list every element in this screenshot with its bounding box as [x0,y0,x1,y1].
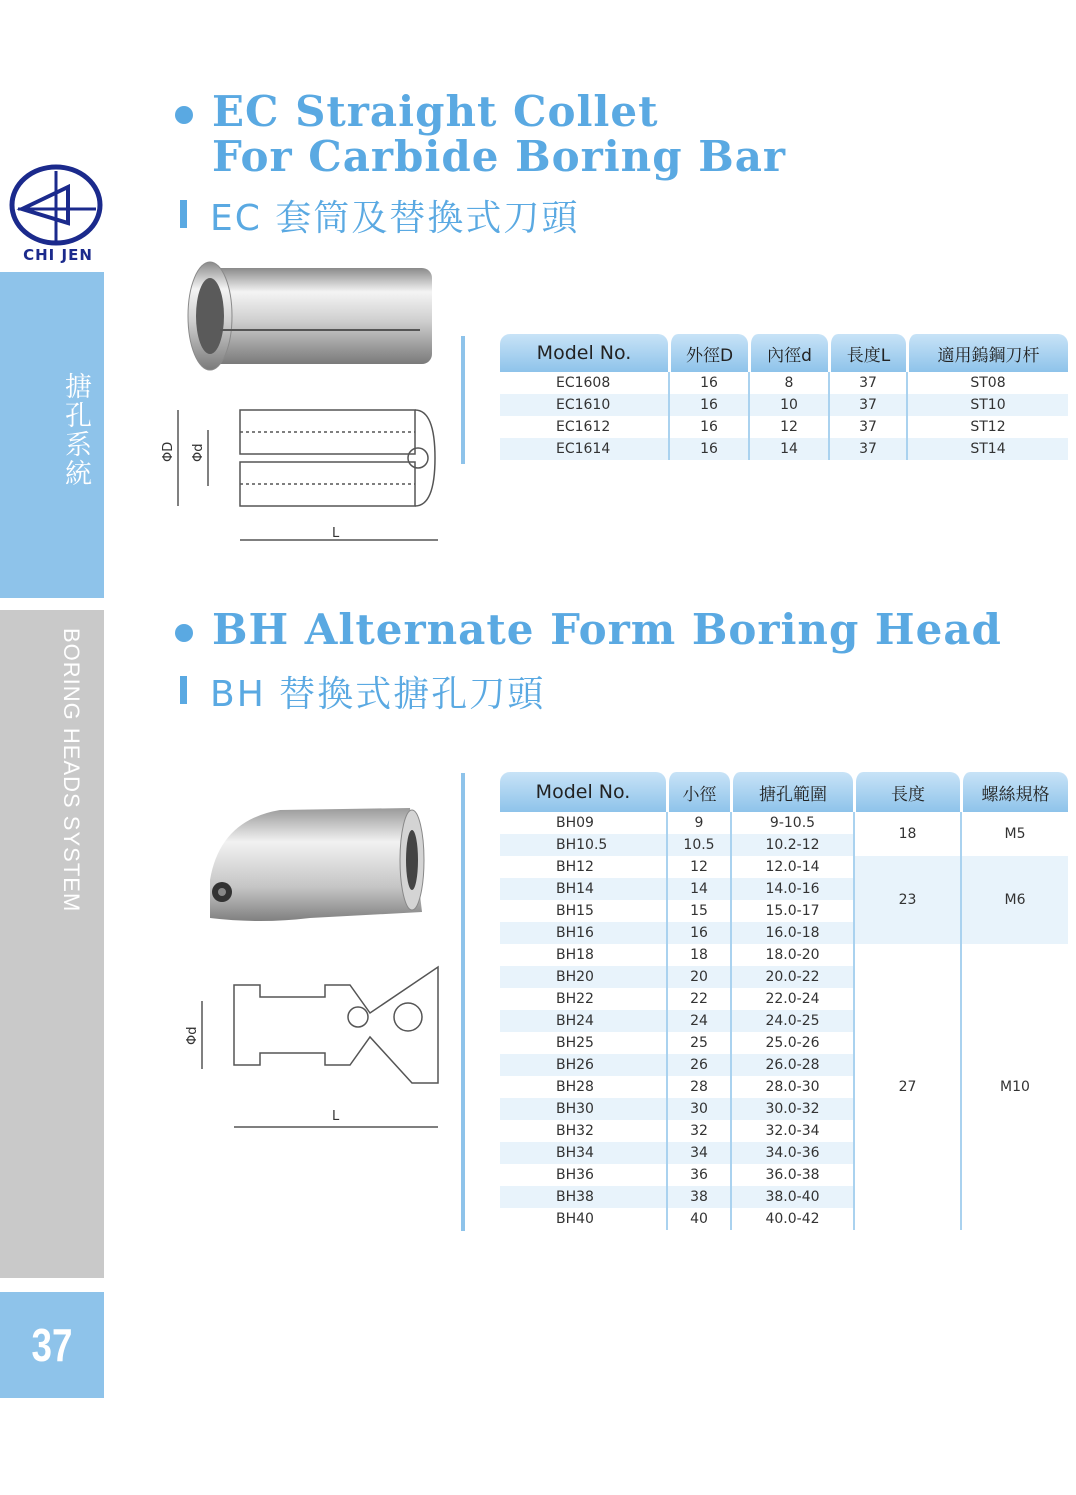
spec-cell: ST10 [906,394,1068,416]
spec-cell: 30.0-32 [730,1098,853,1120]
model-cell: BH16 [500,922,666,944]
model-cell: BH28 [500,1076,666,1098]
section1-title-line1: EC Straight Collet [212,87,659,136]
dim-label-D: ΦD [161,441,176,462]
col-header: 長度L [828,334,906,372]
spec-cell: 16 [668,438,748,460]
spec-cell: ST12 [906,416,1068,438]
spec-cell: 15.0-17 [730,900,853,922]
bullet-icon [175,106,193,124]
ec-spec-table [500,334,1068,460]
model-cell: BH20 [500,966,666,988]
screw-cell: M5 [960,812,1068,856]
screw-cell: M6 [960,856,1068,944]
model-cell: BH32 [500,1120,666,1142]
model-cell: EC1610 [500,394,668,416]
spec-cell: 16.0-18 [730,922,853,944]
model-cell: EC1612 [500,416,668,438]
col-header: 外徑D [668,334,748,372]
length-cell: 27 [853,944,960,1230]
model-cell: BH25 [500,1032,666,1054]
spec-cell: 12 [666,856,730,878]
sidebar-gray-panel [0,610,104,1278]
spec-cell: 12 [748,416,828,438]
table-row [500,372,1068,394]
spec-cell: 22 [666,988,730,1010]
sidebar-section-en: BORING HEADS SYSTEM [59,628,84,913]
length-cell: 18 [853,812,960,856]
model-cell: BH09 [500,812,666,834]
col-header: 內徑d [748,334,828,372]
model-cell: BH36 [500,1164,666,1186]
spec-cell: 24 [666,1010,730,1032]
spec-cell: 28 [666,1076,730,1098]
spec-cell: 20 [666,966,730,988]
divider-line [461,336,465,464]
spec-cell: ST08 [906,372,1068,394]
spec-cell: 16 [668,372,748,394]
spec-cell: 10.5 [666,834,730,856]
spec-cell: 34.0-36 [730,1142,853,1164]
spec-cell: 25 [666,1032,730,1054]
spec-cell: 36.0-38 [730,1164,853,1186]
dim-label-L: L [332,526,340,541]
table-row [500,416,1068,438]
spec-cell: 37 [828,372,906,394]
spec-cell: 38 [666,1186,730,1208]
spec-cell: 37 [828,416,906,438]
collet-product-image [180,258,440,378]
brand-name: CHI JEN [23,246,93,264]
spec-cell: 10.2-12 [730,834,853,856]
boring-head-dimension-drawing [180,965,450,1133]
spec-cell: 22.0-24 [730,988,853,1010]
spec-cell: 9 [666,812,730,834]
spec-cell: 10 [748,394,828,416]
table-row [500,394,1068,416]
section2-title: BH Alternate Form Boring Head [212,605,1002,654]
spec-cell: 32 [666,1120,730,1142]
spec-cell: ST14 [906,438,1068,460]
model-cell: EC1614 [500,438,668,460]
boring-head-product-image [200,800,430,930]
length-cell: 23 [853,856,960,944]
table-row [500,438,1068,460]
divider-line [461,773,465,1231]
bullet-icon [175,624,193,642]
spec-cell: 34 [666,1142,730,1164]
model-cell: BH26 [500,1054,666,1076]
spec-cell: 25.0-26 [730,1032,853,1054]
spec-cell: 37 [828,438,906,460]
dim-label-d: Φd [191,443,206,462]
model-cell: BH24 [500,1010,666,1032]
col-header: 適用鎢鋼刀杆 [906,334,1068,372]
table-row [500,812,1068,834]
dim-label-L: L [332,1109,340,1124]
section1-title-cn: EC 套筒及替換式刀頭 [210,198,580,239]
title-bar-icon [180,200,187,228]
dim-label-d: Φd [185,1026,200,1045]
spec-cell: 16 [666,922,730,944]
spec-cell: 26.0-28 [730,1054,853,1076]
col-header: Model No. [500,334,668,372]
spec-cell: 32.0-34 [730,1120,853,1142]
spec-cell: 28.0-30 [730,1076,853,1098]
spec-cell: 24.0-25 [730,1010,853,1032]
model-cell: BH15 [500,900,666,922]
table-row [500,944,1068,966]
spec-cell: 18 [666,944,730,966]
model-cell: BH10.5 [500,834,666,856]
page-number: 37 [31,1319,73,1371]
spec-cell: 26 [666,1054,730,1076]
section2-title-cn: BH 替換式搪孔刀頭 [210,674,546,715]
collet-dimension-drawing [160,400,450,552]
spec-cell: 40.0-42 [730,1208,853,1230]
model-cell: BH22 [500,988,666,1010]
col-header: 搪孔範圍 [730,772,853,812]
spec-cell: 18.0-20 [730,944,853,966]
spec-cell: 14.0-16 [730,878,853,900]
model-cell: BH38 [500,1186,666,1208]
screw-cell: M10 [960,944,1068,1230]
spec-cell: 15 [666,900,730,922]
model-cell: BH18 [500,944,666,966]
model-cell: BH30 [500,1098,666,1120]
model-cell: BH34 [500,1142,666,1164]
spec-cell: 14 [666,878,730,900]
col-header: Model No. [500,772,666,812]
model-cell: BH12 [500,856,666,878]
sidebar-section-cn: 搪孔系統 [60,372,91,488]
spec-cell: 8 [748,372,828,394]
title-bar-icon [180,676,187,704]
spec-cell: 16 [668,394,748,416]
spec-cell: 14 [748,438,828,460]
spec-cell: 37 [828,394,906,416]
spec-cell: 40 [666,1208,730,1230]
col-header: 螺絲規格 [960,772,1068,812]
section1-title-line2: For Carbide Boring Bar [212,132,787,181]
spec-cell: 30 [666,1098,730,1120]
spec-cell: 36 [666,1164,730,1186]
spec-cell: 38.0-40 [730,1186,853,1208]
spec-cell: 16 [668,416,748,438]
table-row [500,856,1068,878]
spec-cell: 9-10.5 [730,812,853,834]
model-cell: BH40 [500,1208,666,1230]
bh-spec-table [500,772,1068,1230]
col-header: 小徑 [666,772,730,812]
model-cell: EC1608 [500,372,668,394]
spec-cell: 20.0-22 [730,966,853,988]
model-cell: BH14 [500,878,666,900]
spec-cell: 12.0-14 [730,856,853,878]
col-header: 長度 [853,772,960,812]
